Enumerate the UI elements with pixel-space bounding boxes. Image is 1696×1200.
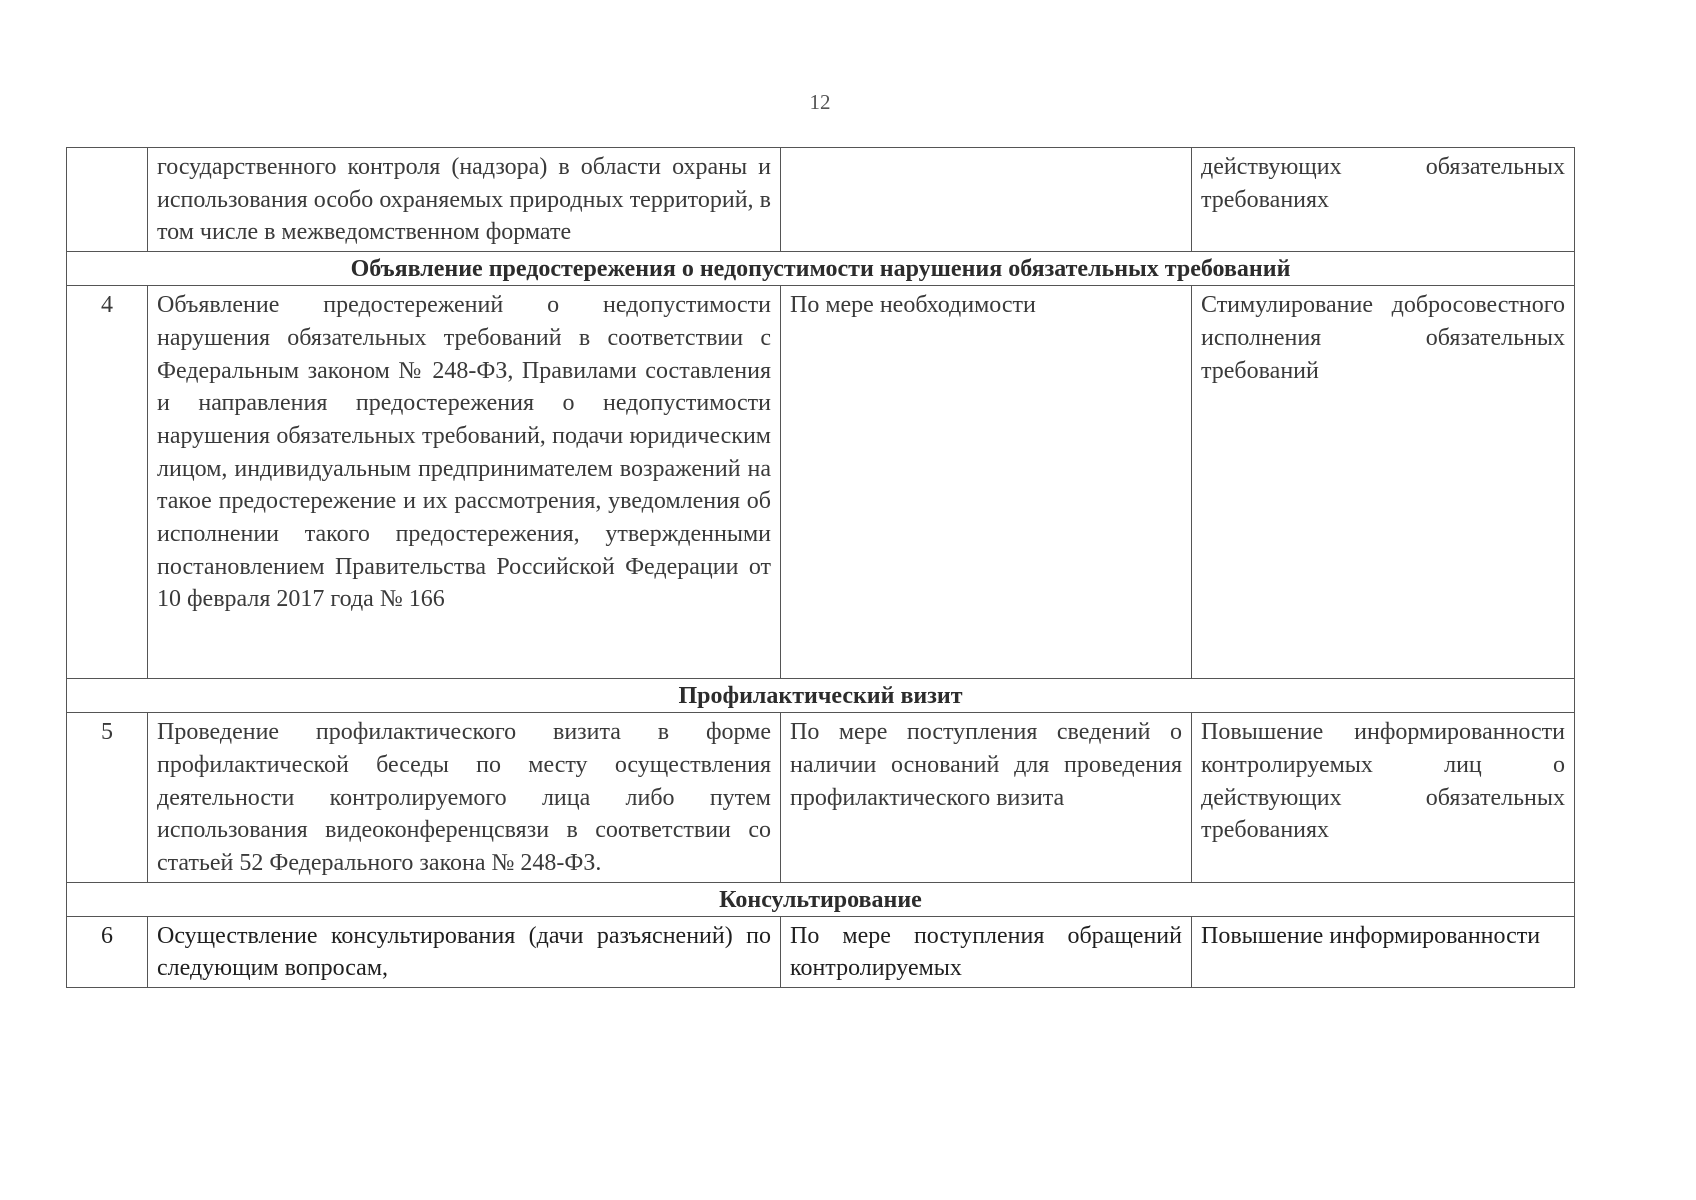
timing-cell: По мере поступления обращений контролируемых bbox=[781, 916, 1192, 987]
section-heading: Объявление предостережения о недопустимости нарушения обязательных требований bbox=[67, 252, 1575, 286]
result-cell: Повышение информированности контролируемых лиц о действующих обязательных требованиях bbox=[1192, 713, 1575, 883]
row-number bbox=[67, 148, 148, 252]
result-cell: Повышение информированности bbox=[1192, 916, 1575, 987]
table-row bbox=[67, 286, 1575, 679]
timing-cell bbox=[781, 148, 1192, 252]
section-heading: Профилактический визит bbox=[67, 679, 1575, 713]
row-number: 5 bbox=[67, 713, 148, 883]
prevention-measures-table bbox=[66, 147, 1575, 988]
activity-cell: государственного контроля (надзора) в области охраны и использования особо охраняемых природных территорий, в том числе в межведомственном формате bbox=[148, 148, 781, 252]
timing-cell: По мере поступления сведений о наличии оснований для проведения профилактического визита bbox=[781, 713, 1192, 883]
table-row-continued bbox=[67, 148, 1575, 252]
section-heading: Консультирование bbox=[67, 882, 1575, 916]
section-heading-row bbox=[67, 679, 1575, 713]
timing-cell: По мере необходимости bbox=[781, 286, 1192, 679]
result-cell: Стимулирование добросовестного исполнения обязательных требований bbox=[1192, 286, 1575, 679]
table-row bbox=[67, 916, 1575, 987]
page-number: 12 bbox=[809, 90, 831, 114]
activity-cell: Объявление предостережений о недопустимости нарушения обязательных требований в соответствии с Федеральным законом № 248-ФЗ, Правилами составления и направления предостережения о недопустимости нарушения обязательных требований, подачи юридическим лицом, индивидуальным предпринимателем возражений на такое предостережение и их рассмотрения, уведомления об исполнении такого предостережения, утвержденными постановлением Правительства Российской Федерации от 10 февраля 2017 года № 166 bbox=[148, 286, 781, 679]
row-number: 6 bbox=[67, 916, 148, 987]
result-cell: действующих обязательных требованиях bbox=[1192, 148, 1575, 252]
row-number: 4 bbox=[67, 286, 148, 679]
section-heading-row bbox=[67, 882, 1575, 916]
activity-cell: Осуществление консультирования (дачи разъяснений) по следующим вопросам, bbox=[148, 916, 781, 987]
section-heading-row bbox=[67, 252, 1575, 286]
table-row bbox=[67, 713, 1575, 883]
activity-cell: Проведение профилактического визита в форме профилактической беседы по месту осуществления деятельности контролируемого лица либо путем использования видеоконференцсвязи в соответствии со статьей 52 Федерального закона № 248-ФЗ. bbox=[148, 713, 781, 883]
